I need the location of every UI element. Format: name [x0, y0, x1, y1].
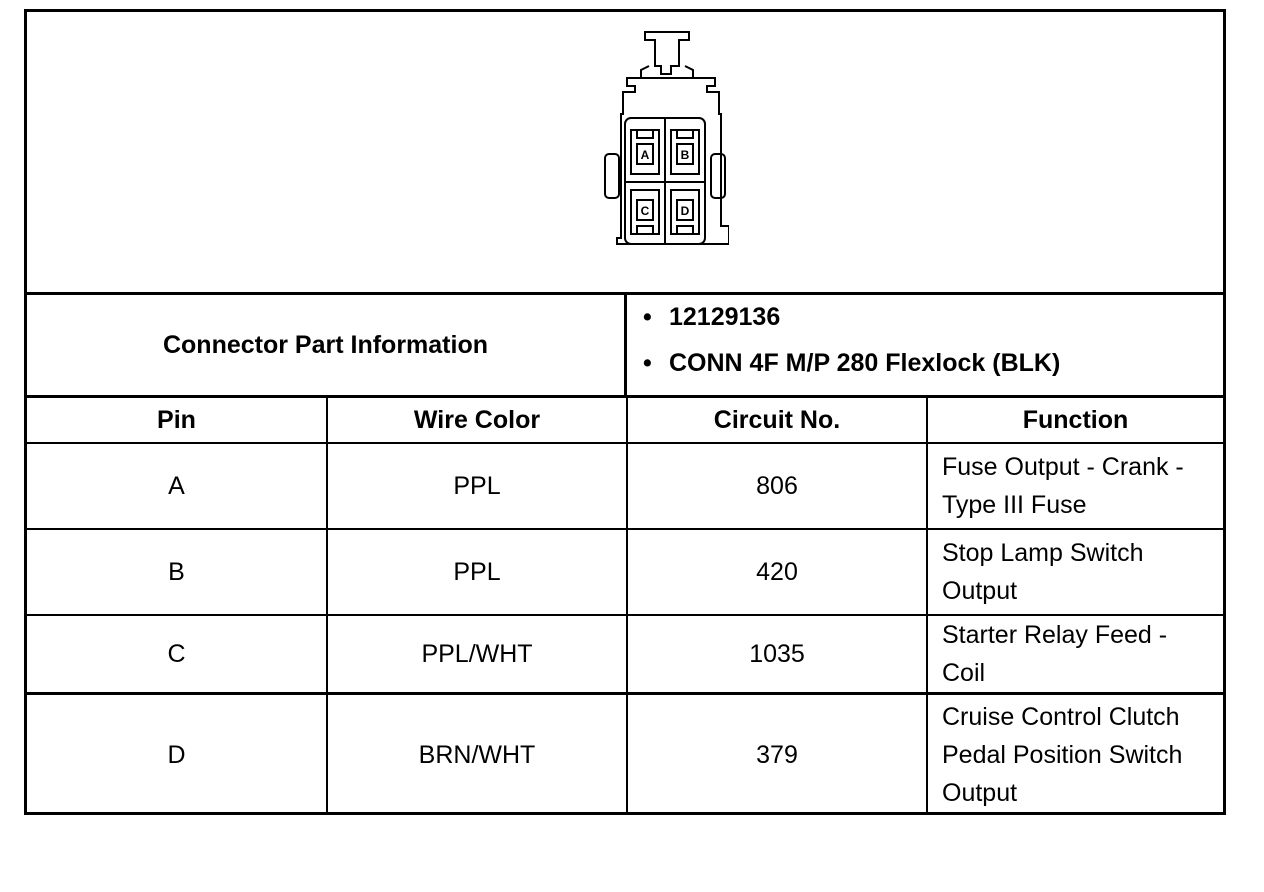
connector-diagram-panel	[27, 12, 1223, 295]
connector-part-info-row	[27, 295, 1223, 398]
terminal-c	[637, 226, 653, 234]
part-number: 12129136	[669, 303, 781, 331]
cavity-c-label: C	[640, 204, 650, 218]
pin-cell: D	[27, 694, 327, 816]
header-wire-color: Wire Color	[327, 398, 627, 443]
terminal-b	[677, 130, 693, 138]
part-number-item	[643, 303, 780, 332]
connector-part-info-label: Connector Part Information	[27, 295, 627, 395]
pinout-header-row	[27, 398, 1223, 443]
circuit-cell: 420	[627, 529, 927, 615]
wire-color-cell: PPL	[327, 443, 627, 529]
table-row	[27, 615, 1223, 694]
right-side-tab	[711, 154, 725, 198]
connector-part-info-list	[627, 295, 1223, 395]
pin-cell: B	[27, 529, 327, 615]
header-circuit: Circuit No.	[627, 398, 927, 443]
function-cell: Fuse Output - Crank - Type III Fuse	[927, 443, 1223, 529]
header-pin: Pin	[27, 398, 327, 443]
terminal-a	[637, 130, 653, 138]
wire-color-cell: BRN/WHT	[327, 694, 627, 816]
header-function: Function	[927, 398, 1223, 443]
wire-color-cell: PPL	[327, 529, 627, 615]
cavity-b-label: B	[680, 148, 690, 162]
connector-face-drawing	[599, 26, 729, 256]
left-side-tab	[605, 154, 619, 198]
connector-description: CONN 4F M/P 280 Flexlock (BLK)	[669, 349, 1061, 377]
function-cell: Starter Relay Feed - Coil	[927, 615, 1223, 694]
pin-cell: C	[27, 615, 327, 694]
connector-body-outline	[617, 78, 729, 244]
wire-color-cell: PPL/WHT	[327, 615, 627, 694]
bullet-glyph: •	[643, 303, 652, 331]
table-row	[27, 529, 1223, 615]
cavity-a-label: A	[640, 148, 650, 162]
bullet-glyph: •	[643, 349, 652, 377]
connector-description-item	[643, 349, 1060, 378]
function-cell: Stop Lamp Switch Output	[927, 529, 1223, 615]
cavity-d-label: D	[680, 204, 690, 218]
circuit-cell: 379	[627, 694, 927, 816]
circuit-cell: 1035	[627, 615, 927, 694]
table-row	[27, 694, 1223, 816]
terminal-d	[677, 226, 693, 234]
latch-wings	[641, 66, 693, 78]
pin-cell: A	[27, 443, 327, 529]
function-cell: Cruise Control Clutch Pedal Position Switch Output	[927, 694, 1223, 816]
table-row	[27, 443, 1223, 529]
latch-outline	[645, 32, 689, 74]
connector-sheet	[24, 9, 1226, 815]
circuit-cell: 806	[627, 443, 927, 529]
pinout-table	[27, 398, 1223, 815]
